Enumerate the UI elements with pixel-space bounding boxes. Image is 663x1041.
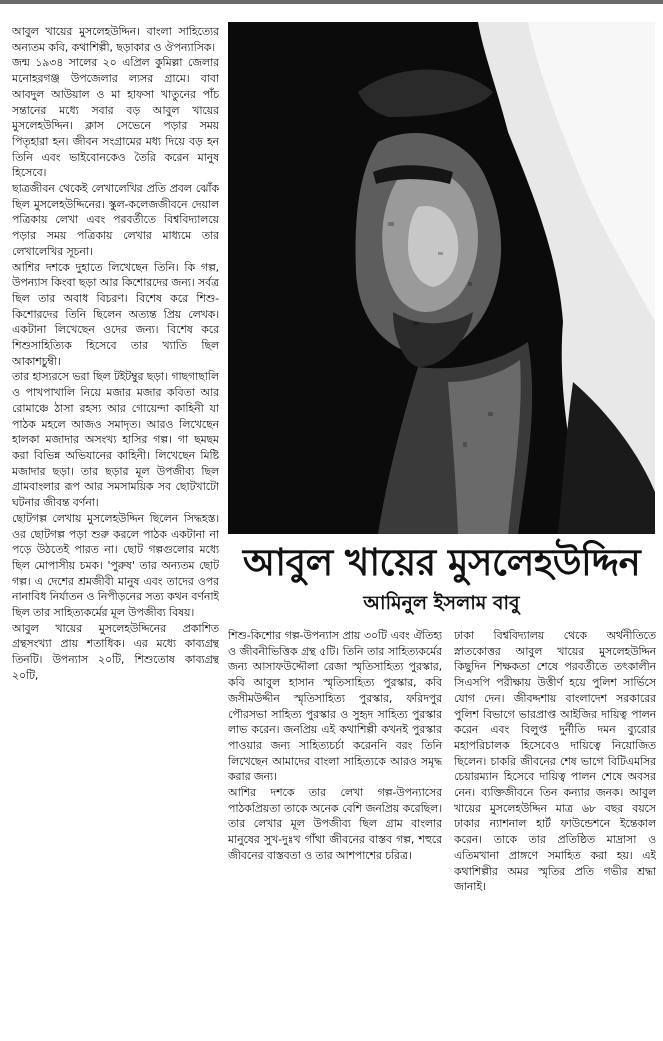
left-text-column: [12, 24, 219, 1036]
paragraph: আবুল খায়ের মুসলেহউদ্দিনের প্রকাশিত গ্রন্থসংখ্যা প্রায় শতাধিক। এর মধ্যে কাব্যগ্রন্থ তিনটি। উপন্যাস ২০টি, শিশুতোষ কাব্যগ্রন্থ ২০টি,: [12, 621, 219, 682]
paragraph: আশির দশকে তার লেখা গল্প-উপন্যাসের পাঠকপ্রিয়তা তাকে অনেক বেশি জনপ্রিয় করেছিল। তার লেখার মূল উপজীব্য ছিল গ্রাম বাংলার মানুষের সুখ-দুঃখ গাঁথা জীবনের বাস্তব গল্প, শহুরে জীবনের বাস্তবতা ও তার আশপাশের চরিত্র।: [228, 786, 442, 862]
right-text-column: [454, 628, 656, 1036]
paragraph: জন্ম ১৯৩৪ সালের ২০ এপ্রিল কুমিল্লা জেলার মনোহরগঞ্জ উপজেলার ল্যসর গ্রামে। বাবা আবদুল আউয়াল ও মা হাফসা খাতুনের পাঁচ সন্তানের মধ্যে সবার বড় আবুল খায়ের মুসলেহউদ্দিন। ক্লাস সেভেনে পড়ার সময় পিতৃহারা হন। জীবন সংগ্রামের মধ্য দিয়ে বড় হন তিনি এবং ভাইবোনকেও তৈরি করেন মানুষ হিসেবে।: [12, 56, 219, 180]
paragraph: ছাত্রজীবন থেকেই লেখালেখির প্রতি প্রবল ঝোঁক ছিল মুসলেহউদ্দিনের। স্কুল-কলেজজীবনে দেয়াল পত্রিকায় লেখা এবং পরবর্তীতে বিশ্ববিদ্যালয়ে পড়ার সময় পত্রিকায় লেখার মাধ্যমে তার লেখালেখির সূচনা।: [12, 182, 219, 258]
paragraph: ঢাকা বিশ্ববিদ্যালয় থেকে অর্থনীতিতে স্নাতকোত্তর আবুল খায়ের মুসলেহউদ্দিন কিছুদিন শিক্ষকতা শেষে পরবর্তীতে তৎকালীন সিএসপি পরীক্ষায় উত্তীর্ণ হয়ে পুলিশ সার্ভিসে যোগ দেন। জীবদ্দশায় বাংলাদেশ সরকারের পুলিশ বিভাগে ভারপ্রাপ্ত আইজির দায়িত্ব পালন করেন এবং বিলুপ্ত দুর্নীতি দমন ব্যুরোর মহাপরিচালক হিসেবেও দায়িত্বে নিয়োজিত ছিলেন। চাকরি জীবনের শেষ ভাগে বিটিএমসির চেয়ারম্যান হিসেবে দায়িত্ব পালন শেষে অবসর নেন। ব্যক্তিজীবনে তিন কন্যার জনক। আবুল খায়ের মুসলেহউদ্দিন মাত্র ৬৮ বছর বয়সে ঢাকার ন্যাশনাল হার্ট ফাউন্ডেশনে ইন্তেকাল করেন। তাকে তার প্রতিষ্ঠিত মাদ্রাসা ও এতিমখানা প্রাঙ্গণে সমাহিত করা হয়। এই কথাশিল্পীর অমর স্মৃতির প্রতি গভীর শ্রদ্ধা জানাই।: [454, 629, 656, 894]
middle-text-column: [228, 628, 442, 1036]
article-headline: আবুল খায়ের মুসলেহউদ্দিন: [242, 540, 641, 584]
top-rule: [0, 0, 663, 4]
portrait-image: [228, 22, 655, 534]
paragraph: ছোটগল্প লেখায় মুসলেহউদ্দিন ছিলেন সিদ্ধহস্ত। ওর ছোটগল্প পড়া শুরু করলে পাঠক একটানা না পড়ে উঠতেই পারত না। ছোট গল্পগুলোর মধ্যে ছিল মোপাসীয় চমক। 'পুরুষ' তার অন্যতম ছোট গল্প। এ দেশের শ্রমজীবী মানুষ এবং তাদের ওপর নানাবিধ নির্যাতন ও নিপীড়নের সত্য কথন বর্ণনাই ছিল তার সাহিত্যকর্মের মূল উপজীব্য বিষয়।: [12, 511, 219, 620]
paragraph: আবুল খায়ের মুসলেহউদ্দিন। বাংলা সাহিত্যের অন্যতম কবি, কথাশিল্পী, ছড়াকার ও ঔপন্যাসিক।: [12, 25, 219, 54]
author-byline: আমিনুল ইসলাম বাবু: [363, 592, 520, 614]
author-portrait: [228, 22, 655, 534]
paragraph: তার হাস্যরসে ভরা ছিল টইটম্বুর ছড়া। গাছগাছালি ও পাখপাখালি নিয়ে মজার মজার কবিতা আর রোমাঞ্চে ঠাসা রহস্য আর গোয়েন্দা কাহিনী যা পাঠক মহলে আজও সমাদৃত। আরও লিখেছেন হালকা মজাদার অসংখ্য হাসির গল্প। গা ছমছম করা বিভিন্ন অভিযানের কাহিনী। লিখেছেন মিষ্টি মজাদার ছড়া। তার ছড়ার মূল উপজীব্য ছিল গ্রামবাংলার রূপ আর সমসাময়িক সব ছোটখাটো ঘটনার জীবন্ত বর্ণনা।: [12, 370, 219, 510]
paragraph: আশির দশকে দুহাতে লিখেছেন তিনি। কি গল্প, উপন্যাস কিংবা ছড়া আর কিশোরদের জন্য। সর্বত্র ছিল তার অবাধ বিচরণ। বিশেষ করে শিশু-কিশোরদের তিনি ছিলেন অত্যন্ত প্রিয় লেখক। একটানা লিখেছেন ওদের জন্য। বিশেষ করে শিশুসাহিত্যিক হিসেবে তার খ্যাতি ছিল আকাশচুম্বী।: [12, 260, 219, 368]
paragraph: শিশু-কিশোর গল্প-উপন্যাস প্রায় ৩০টি এবং ঐতিহ্য ও জীবনীভিত্তিক গ্রন্থ ৫টি। তিনি তার সাহিত্যকর্মের জন্য আসাফউদ্দৌলা রেজা স্মৃতিসাহিত্য পুরস্কার, কবি আবুল হাসান স্মৃতিসাহিত্য পুরস্কার, কবি জসীমউদ্দীন স্মৃতিসাহিত্য পুরস্কার, ফরিদপুর পৌরসভা সাহিত্য পুরস্কার ও সুহৃদ সাহিত্য পুরস্কার লাভ করেন। জনপ্রিয় এই কথাশিল্পী কখনই পুরস্কার পাওয়ার জন্য সাহিত্যচর্চা করেননি বরং তিনি লিখেছেন আমাদের বাংলা সাহিত্যকে আরও সমৃদ্ধ করার জন্য।: [228, 629, 442, 784]
